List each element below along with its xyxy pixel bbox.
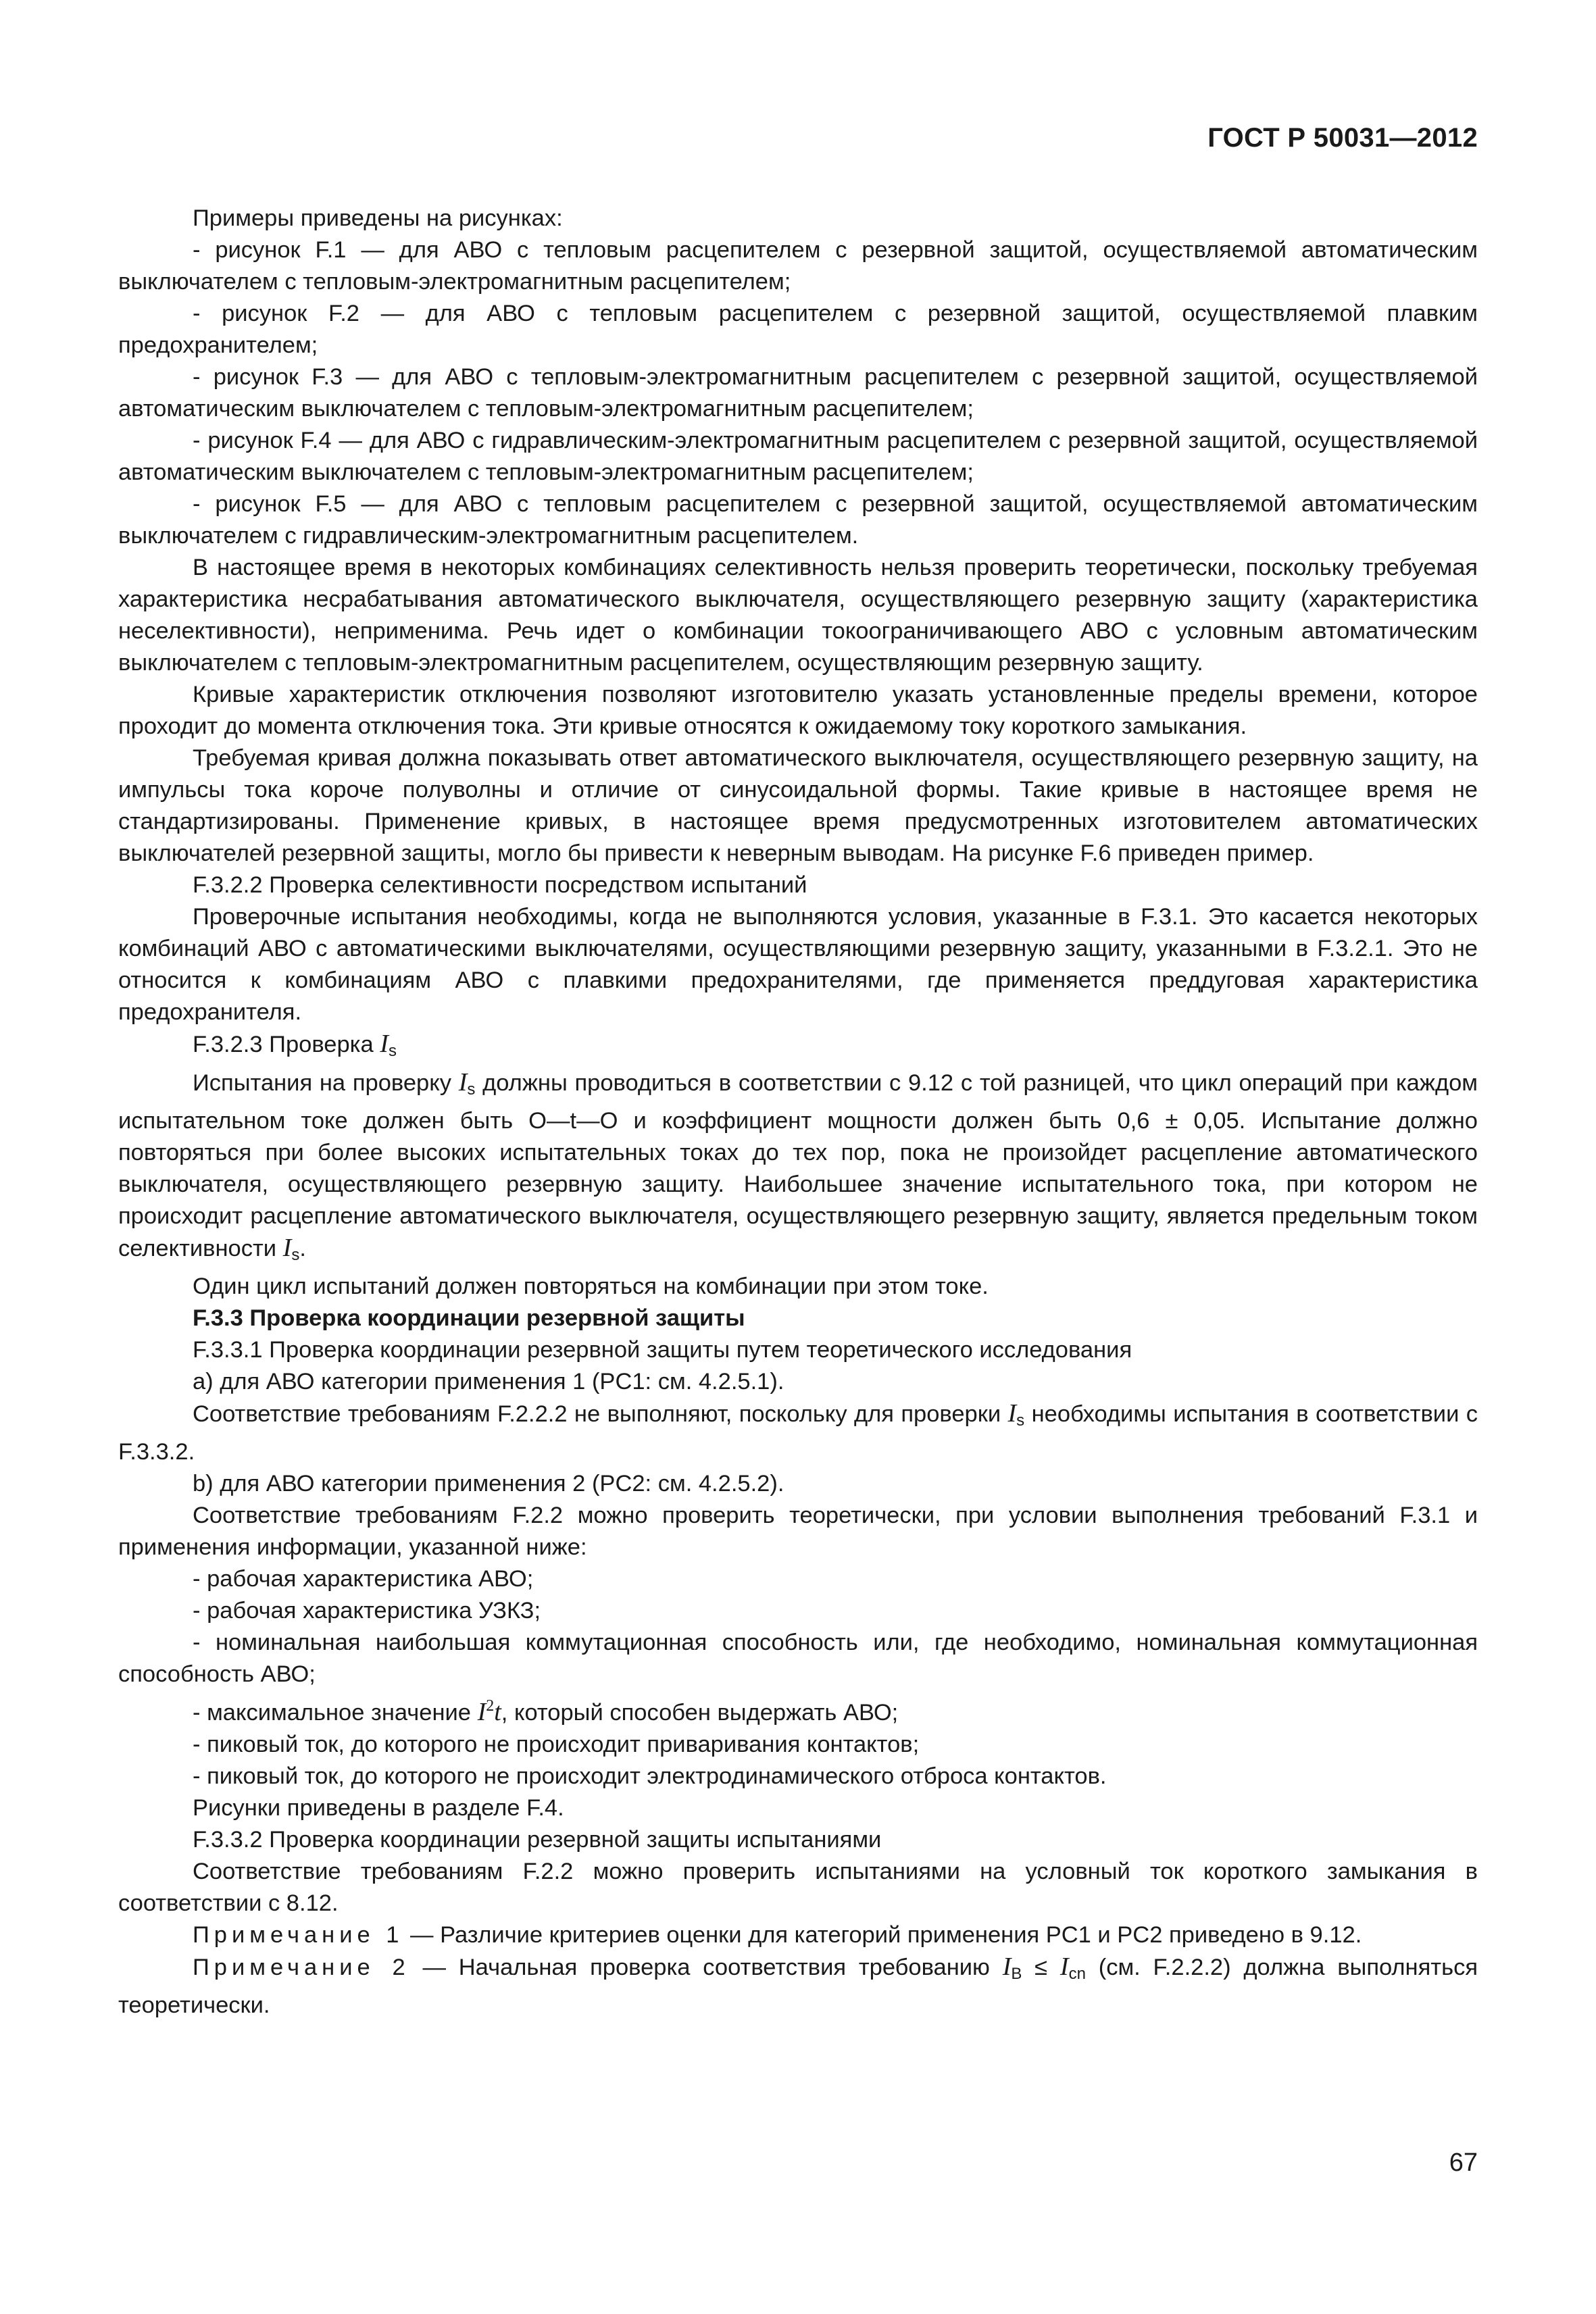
note-2: Примечание 2 — Начальная проверка соответствия требованию $I_B \le I_{cn}$ (см. F.2.2.2) должна выполняться теоретически. (118, 1953, 1478, 2018)
paragraph: - рисунок F.1 — для АВО с тепловым расцепителем с резервной защитой, осуществляемой автоматическим выключателем с тепловым-электромагнитным расцепителем; (118, 237, 1478, 295)
paragraph: F.3.3.1 Проверка координации резервной защиты путем теоретического исследования (193, 1337, 1132, 1363)
text: Испытания на проверку (193, 1070, 451, 1096)
list-item: - пиковый ток, до которого не происходит электродинамического отброса контактов. (193, 1763, 1107, 1789)
paragraph: F.3.3.2 Проверка координации резервной защиты испытаниями (193, 1827, 882, 1853)
paragraph: а) для АВО категории применения 1 (PC1: см. 4.2.5.1). (193, 1369, 784, 1394)
paragraph: Рисунки приведены в разделе F.4. (193, 1795, 564, 1821)
text: должны проводиться в соответствии с 9.12 с той разницей, что цикл операций при каждом испытательном токе должен быть О—t—О и коэффициент мощности должен быть 0,6 ± 0,05. Испытание должно повторяться при более высоких испытательных токах до тех пор, пока не произойдет расцепление автоматического выключателя, осуществляющего резервную защиту. Наибольшее значение испытательного тока, при котором не происходит расцепление автоматического выключателя, осуществляющего резервную защиту, является предельным током селективности (118, 1070, 1478, 1261)
symbol-ib: $I_B$ (1002, 1953, 1022, 1983)
paragraph: В настоящее время в некоторых комбинациях селективность нельзя проверить теоретически, поскольку требуемая характеристика несрабатывания автоматического выключателя, осуществляющего резервную защиту (характеристика неселективности), неприменима. Речь идет о комбинации токоограничивающего АВО с условным автоматическим выключателем с тепловым-электромагнитным расцепителем, осуществляющим резервную защиту. (118, 555, 1478, 676)
list-item: - номинальная наибольшая коммутационная способность или, где необходимо, номинальная коммутационная способность АВО; (118, 1630, 1478, 1687)
symbol-icn: $I_{cn}$ (1059, 1953, 1086, 1983)
section-heading: F.3.3 Проверка координации резервной защиты (193, 1305, 745, 1331)
document-header: ГОСТ Р 50031—2012 (1207, 123, 1478, 153)
list-item-i2t: - максимальное значение $I^2t$, который способен выдержать АВО; (193, 1697, 899, 1726)
paragraph-comp1: Соответствие требованиям F.2.2.2 не выполняют, поскольку для проверки $I_s$ необходимы испытания в соответствии с F.3.3.2. (118, 1399, 1478, 1465)
paragraph: b) для АВО категории применения 2 (PC2: см. 4.2.5.2). (193, 1471, 784, 1496)
paragraph: - рисунок F.2 — для АВО с тепловым расцепителем с резервной защитой, осуществляемой плавким предохранителем; (118, 301, 1478, 358)
paragraph: Кривые характеристик отключения позволяют изготовителю указать установленные пределы времени, которое проходит до момента отключения тока. Эти кривые относятся к ожидаемому току короткого замыкания. (118, 682, 1478, 739)
symbol-is: $I_s$ (1007, 1399, 1025, 1430)
symbol-is: $I_s$ (458, 1068, 476, 1099)
page-number: 67 (1449, 2148, 1478, 2177)
paragraph: F.3.2.2 Проверка селективности посредством испытаний (193, 872, 807, 898)
paragraph-test: Испытания на проверку $I_s$ должны проводиться в соответствии с 9.12 с той разницей, что цикл операций при каждом испытательном токе должен быть О—t—О и коэффициент мощности должен быть 0,6 ± 0,05. Испытание должно повторяться при более высоких испытательных токах до тех пор, пока не произойдет расцепление автоматического выключателя, осуществляющего резервную защиту. Наибольшее значение испытательного тока, при котором не происходит расцепление автоматического выключателя, осуществляющего резервную защиту, является предельным током селективности $I_s$. (118, 1068, 1478, 1264)
list-item: - рабочая характеристика АВО; (193, 1566, 534, 1592)
paragraph: Один цикл испытаний должен повторяться на комбинации при этом токе. (193, 1274, 989, 1299)
text: F.3.2.3 Проверка (193, 1032, 374, 1057)
symbol-is: $I_s$ (282, 1234, 300, 1264)
paragraph: - рисунок F.5 — для АВО с тепловым расцепителем с резервной защитой, осуществляемой автоматическим выключателем с гидравлическим-электромагнитным расцепителем. (118, 491, 1478, 549)
paragraph-f323 (118, 1028, 1478, 1067)
paragraph: Проверочные испытания необходимы, когда не выполняются условия, указанные в F.3.1. Это касается некоторых комбинаций АВО с автоматическими выключателями, осуществляющими резервную защиту, указанными в F.3.2.1. Это не относится к комбинациям АВО с плавкими предохранителями, где применяется преддуговая характеристика предохранителя. (118, 904, 1478, 1025)
body-text (118, 203, 1478, 2021)
list-item: - рабочая характеристика УЗКЗ; (193, 1598, 541, 1624)
symbol-is: $I_s$ (380, 1030, 397, 1060)
paragraph: Требуемая кривая должна показывать ответ автоматического выключателя, осуществляющего резервную защиту, на импульсы тока короче полуволны и отличие от синусоидальной формы. Такие кривые в настоящее время не стандартизированы. Применение кривых, в настоящее время предусмотренных изготовителем автоматических выключателей резервной защиты, могло бы привести к неверным выводам. На рисунке F.6 приведен пример. (118, 745, 1478, 866)
paragraph: Примеры приведены на рисунках: (193, 205, 563, 231)
paragraph: - рисунок F.4 — для АВО с гидравлическим-электромагнитным расцепителем с резервной защитой, осуществляемой автоматическим выключателем с тепловым-электромагнитным расцепителем; (118, 428, 1478, 485)
note-1: Примечание 1 — Различие критериев оценки для категорий применения PC1 и PC2 приведено в 9.12. (193, 1922, 1362, 1948)
list-item: - пиковый ток, до которого не происходит приваривания контактов; (193, 1732, 920, 1757)
paragraph: Соответствие требованиям F.2.2 можно проверить испытаниями на условный ток короткого замыкания в соответствии с 8.12. (118, 1859, 1478, 1916)
paragraph: - рисунок F.3 — для АВО с тепловым-электромагнитным расцепителем с резервной защитой, осуществляемой автоматическим выключателем с тепловым-электромагнитным расцепителем; (118, 364, 1478, 422)
symbol-i2t: $I^2t$ (477, 1697, 501, 1726)
paragraph: Соответствие требованиям F.2.2 можно проверить теоретически, при условии выполнения требований F.3.1 и применения информации, указанной ниже: (118, 1503, 1478, 1560)
